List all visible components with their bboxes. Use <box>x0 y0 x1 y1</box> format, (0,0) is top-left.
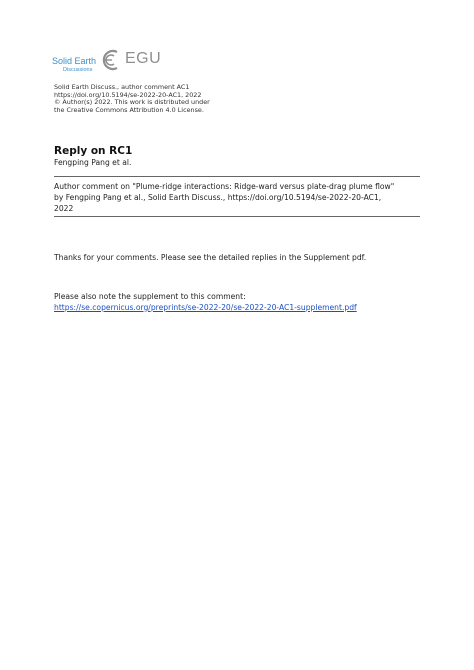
comment-reference-line: 2022 <box>54 204 74 214</box>
citation-copyright: © Author(s) 2022. This work is distributed under <box>54 98 210 107</box>
divider-bottom <box>54 216 420 217</box>
divider-top <box>54 176 420 177</box>
citation-block <box>54 84 384 114</box>
journal-name: Solid Earth <box>52 56 97 66</box>
author-line: Fengping Pang et al. <box>54 158 132 167</box>
page-title: Reply on RC1 <box>54 145 133 157</box>
comment-reference-line: by Fengping Pang et al., Solid Earth Discuss., https://doi.org/10.5194/se-2022-20-AC1, <box>54 193 382 203</box>
reply-text: Thanks for your comments. Please see the detailed replies in the Supplement pdf. <box>54 253 367 262</box>
citation-license: the Creative Commons Attribution 4.0 License. <box>54 105 204 114</box>
egu-logo-icon <box>100 48 122 72</box>
supplement-link[interactable]: https://se.copernicus.org/preprints/se-2022-20/se-2022-20-AC1-supplement.pdf <box>54 302 357 312</box>
comment-reference <box>54 181 420 215</box>
publisher-name: EGU <box>125 50 162 67</box>
journal-logo <box>52 46 172 76</box>
journal-subtitle: Discussions <box>63 67 93 73</box>
supplement-note: Please also note the supplement to this comment: <box>54 292 246 301</box>
citation-line: Solid Earth Discuss., author comment AC1 <box>54 83 190 91</box>
supplement-section <box>54 292 357 313</box>
citation-doi: https://doi.org/10.5194/se-2022-20-AC1, 2022 <box>54 90 202 99</box>
comment-reference-line: Author comment on "Plume-ridge interactions: Ridge-ward versus plate-drag plume flow" <box>54 182 395 191</box>
